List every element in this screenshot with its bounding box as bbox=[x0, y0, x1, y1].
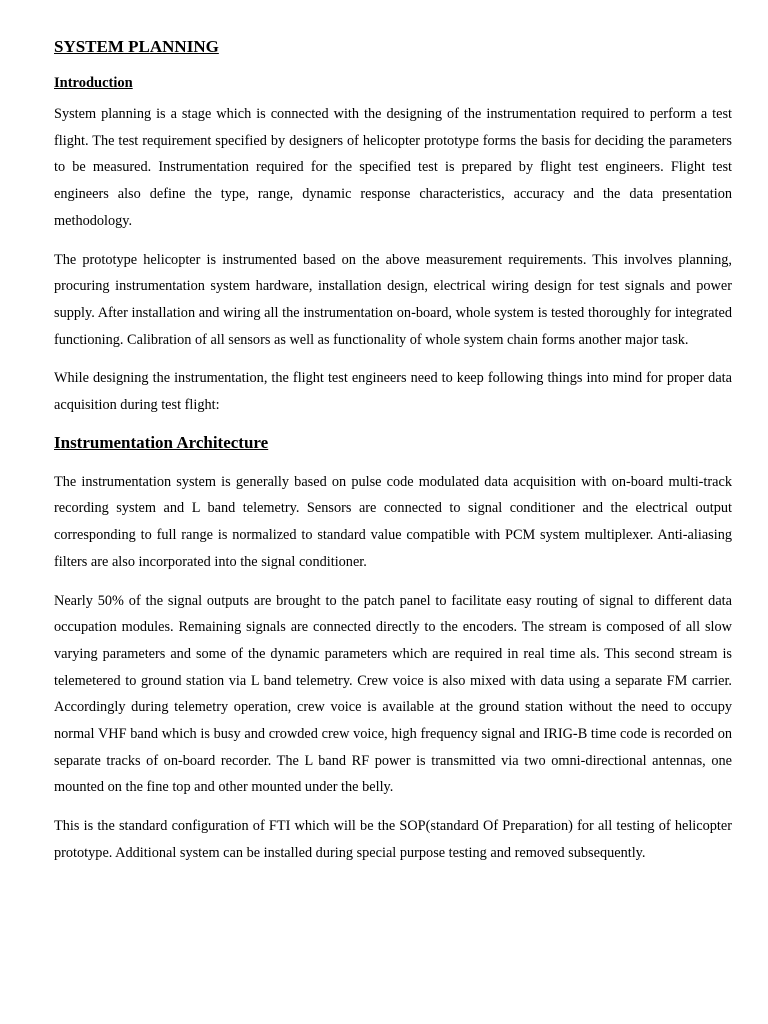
architecture-paragraph-1: The instrumentation system is generally based on pulse code modulated data acquisition with on-board multi-track recording system and L band telemetry. Sensors are connected to signal conditioner and the electrical output corresponding to full range is normalized to standard value compatible with PCM system multiplexer. Anti-aliasing filters are also incorporated into the signal conditioner. bbox=[54, 473, 732, 570]
architecture-paragraph-3: This is the standard configuration of FTI which will be the SOP(standard Of Preparation) for all testing of helicopter prototype. Additional system can be installed during special purpose testing and removed subsequently. bbox=[54, 818, 732, 861]
document-page bbox=[54, 36, 732, 879]
intro-paragraph-2: The prototype helicopter is instrumented based on the above measurement requirements. This involves planning, procuring instrumentation system hardware, installation design, electrical wiring design for test signals and power supply. After installation and wiring all the instrumentation on-board, whole system is tested thoroughly for integrated functioning. Calibration of all sensors as well as functionality of whole system chain forms another major task. bbox=[54, 251, 732, 348]
introduction-heading: Introduction bbox=[54, 75, 133, 91]
architecture-paragraph-2: Nearly 50% of the signal outputs are brought to the patch panel to facilitate easy routing of signal to different data occupation modules. Remaining signals are connected directly to the encoders. The stream is composed of all slow varying parameters and some of the dynamic parameters which are required in real time als. This second stream is telemetered to ground station via L band telemetry. Crew voice is also mixed with data using a separate FM carrier. Accordingly during telemetry operation, crew voice is available at the ground station without the need to occupy normal VHF band which is busy and crowded crew voice, high frequency signal and IRIG-B time code is recorded on separate tracks of on-board recorder. The L band RF power is transmitted via two omni-directional antennas, one mounted on the fine top and other mounted under the belly. bbox=[54, 592, 732, 796]
document-title: SYSTEM PLANNING bbox=[54, 37, 219, 56]
intro-paragraph-1: System planning is a stage which is connected with the designing of the instrumentation required to perform a test flight. The test requirement specified by designers of helicopter prototype forms the basis for deciding the parameters to be measured. Instrumentation required for the specified test is prepared by flight test engineers. Flight test engineers also define the type, range, dynamic response characteristics, accuracy and the data presentation methodology. bbox=[54, 106, 732, 229]
intro-paragraph-3: While designing the instrumentation, the flight test engineers need to keep following things into mind for proper data acquisition during test flight: bbox=[54, 370, 732, 414]
architecture-heading: Instrumentation Architecture bbox=[54, 432, 269, 452]
